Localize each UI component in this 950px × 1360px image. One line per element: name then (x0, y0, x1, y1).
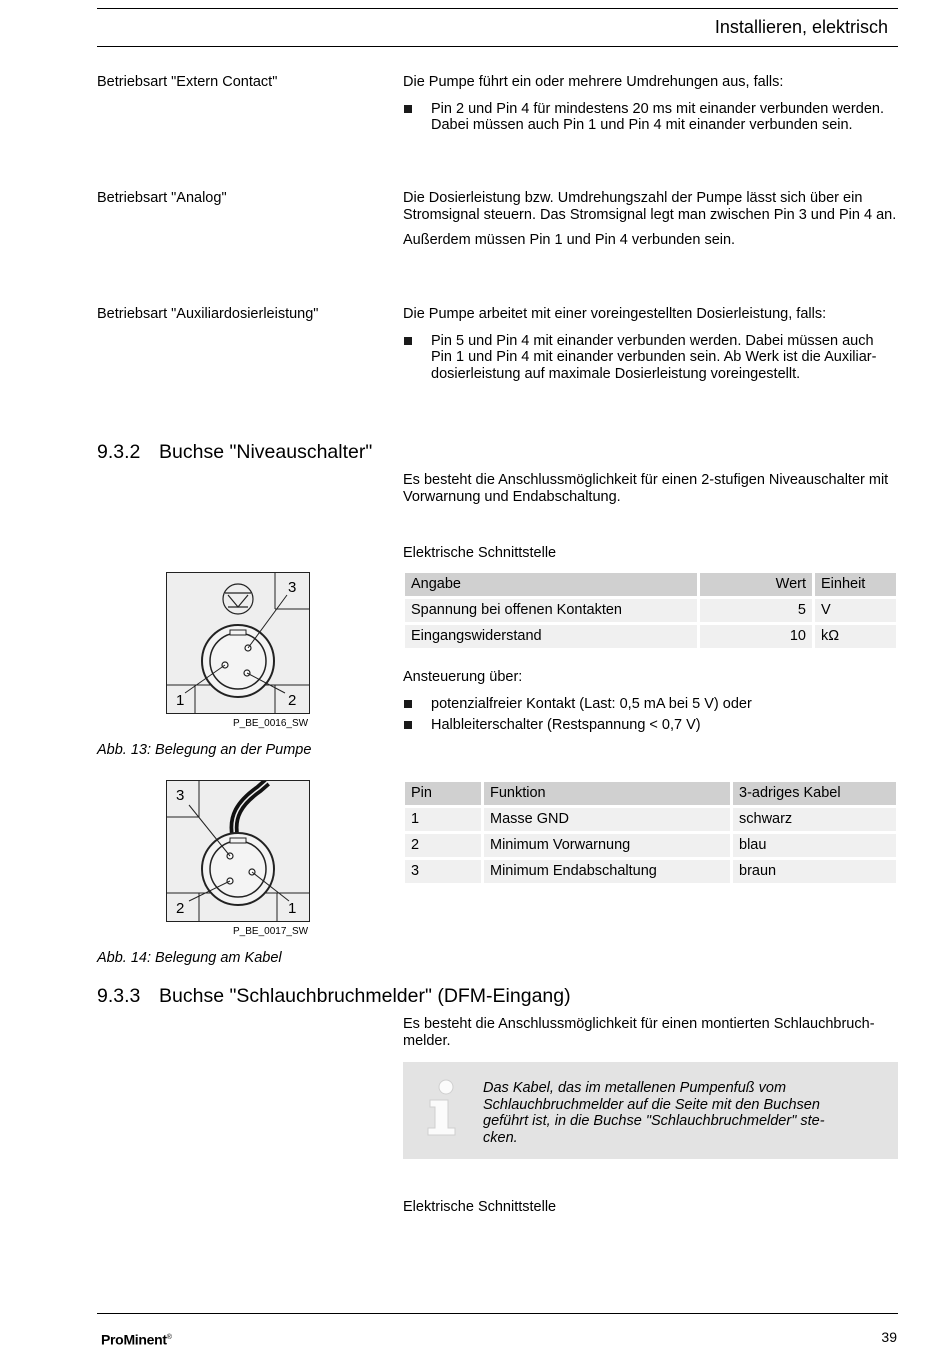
table-cell: Eingangswiderstand (405, 625, 697, 648)
table-header-row (405, 782, 896, 805)
page-header-title: Installieren, elektrisch (714, 17, 888, 37)
analog-body (403, 190, 898, 249)
figure-cable-plug (166, 780, 310, 922)
page-number: 39 (881, 1329, 897, 1345)
header-rule-top (97, 8, 898, 9)
pin-table (402, 779, 899, 886)
info-text: Das Kabel, das im metallenen Pumpenfuß vom Schlauchbruchmelder auf die Seite mit den Buchsen geführt ist, in die Buchse "Schlauchbruchmelder" stecken. (483, 1080, 825, 1146)
section-932-intro: Es besteht die Anschlussmöglichkeit für einen 2-stufigen Niveauschalter mit Vorwarnung und Endabschaltung. (403, 472, 889, 505)
extern-contact-body (403, 74, 898, 134)
section-heading-932 (97, 440, 372, 464)
pin-label-top: 3 (176, 787, 185, 804)
section-heading-933 (97, 984, 571, 1008)
control-bullets (403, 696, 898, 733)
control-bullet (403, 717, 898, 734)
table-cell: braun (733, 860, 896, 883)
extern-contact-intro: Die Pumpe führt ein oder mehrere Umdrehungen aus, falls: (403, 74, 784, 90)
table-header-cell: Funktion (484, 782, 730, 805)
registered-mark: ® (166, 1334, 172, 1341)
auxiliar-bullet (403, 333, 898, 383)
section-title: Buchse "Niveauschalter" (159, 441, 373, 463)
figure-13-caption: Abb. 13: Belegung an der Pumpe (97, 742, 312, 758)
bullet-square-icon (404, 337, 412, 345)
table-header-cell: Einheit (815, 573, 896, 596)
auxiliar-intro: Die Pumpe arbeitet mit einer voreingestellten Dosierleistung, falls: (403, 306, 827, 322)
figure-13-id: P_BE_0016_SW (233, 718, 309, 729)
level-switch-symbol-icon (223, 584, 253, 614)
table-cell: 2 (405, 834, 481, 857)
table-cell: Minimum Endabschaltung (484, 860, 730, 883)
table-row (405, 834, 896, 857)
control-bullet-text: potenzialfreier Kontakt (Last: 0,5 mA bei 5 V) oder (431, 696, 752, 712)
section-title: Buchse "Schlauchbruchmelder" (DFM-Eingang) (159, 985, 571, 1007)
interface-label-933: Elektrische Schnittstelle (403, 1199, 557, 1215)
auxiliar-body (403, 306, 898, 382)
table-header-cell: Wert (700, 573, 812, 596)
table-header-row (405, 573, 896, 596)
table-cell: kΩ (815, 625, 896, 648)
section-933-intro: Es besteht die Anschlussmöglichkeit für einen montierten Schlauchbruchmelder. (403, 1016, 875, 1049)
footer-rule (97, 1313, 898, 1314)
figure-pump-socket (166, 572, 310, 714)
table-row (405, 808, 896, 831)
bullet-square-icon (404, 105, 412, 113)
table-cell: 5 (700, 599, 812, 622)
bullet-square-icon (404, 700, 412, 708)
figure-14-id: P_BE_0017_SW (233, 926, 309, 937)
table-row (405, 625, 896, 648)
table-header-cell: Pin (405, 782, 481, 805)
table-cell: blau (733, 834, 896, 857)
analog-p1: Die Dosierleistung bzw. Umdrehungszahl der Pumpe lässt sich über ein Stromsignal steuern. Das Stromsignal legt man zwischen Pin 3 und Pin 4 an. (403, 190, 897, 223)
brand-logo (101, 1330, 172, 1348)
control-label: Ansteuerung über: (403, 669, 523, 685)
pin-label-left: 2 (176, 900, 185, 917)
table-cell: V (815, 599, 896, 622)
table-cell: 1 (405, 808, 481, 831)
table-cell: Spannung bei offenen Kontakten (405, 599, 697, 622)
analog-p2: Außerdem müssen Pin 1 und Pin 4 verbunden sein. (403, 232, 736, 248)
info-icon (424, 1078, 460, 1138)
section-number: 9.3.3 (97, 985, 141, 1007)
bullet-square-icon (404, 721, 412, 729)
table-row (405, 599, 896, 622)
table-cell: schwarz (733, 808, 896, 831)
auxiliar-label: Betriebsart "Auxiliardosierleistung" (97, 306, 319, 322)
auxiliar-bullet-text: Pin 5 und Pin 4 mit einander verbunden werden. Dabei müssen auch Pin 1 und Pin 4 mit einander verbunden sein. Ab Werk ist die Auxiliardosierleistung auf maximale Dosierleistung voreingestellt. (431, 332, 877, 382)
pin-label-right: 2 (288, 692, 297, 709)
table-cell: Minimum Vorwarnung (484, 834, 730, 857)
interface-label-932: Elektrische Schnittstelle (403, 545, 557, 561)
pin-label-right: 1 (288, 900, 297, 917)
table-header-cell: Angabe (405, 573, 697, 596)
table-row (405, 860, 896, 883)
pin-label-top: 3 (288, 579, 297, 596)
table-cell: 3 (405, 860, 481, 883)
interface-table (402, 570, 899, 651)
figure-14-caption: Abb. 14: Belegung am Kabel (97, 950, 282, 966)
table-header-cell: 3-adriges Kabel (733, 782, 896, 805)
section-number: 9.3.2 (97, 441, 141, 463)
header-rule-bottom (97, 46, 898, 47)
control-bullet (403, 696, 898, 713)
extern-contact-label: Betriebsart "Extern Contact" (97, 74, 278, 90)
analog-label: Betriebsart "Analog" (97, 190, 227, 206)
table-cell: Masse GND (484, 808, 730, 831)
brand-logo-text: ProMinent (101, 1331, 167, 1348)
extern-contact-bullet (403, 101, 898, 134)
table-cell: 10 (700, 625, 812, 648)
control-bullet-text: Halbleiterschalter (Restspannung < 0,7 V) (431, 716, 701, 733)
extern-contact-bullet-text: Pin 2 und Pin 4 für mindestens 20 ms mit einander verbunden werden. Dabei müssen auch Pin 1 und Pin 4 mit einander verbunden sein. (431, 100, 884, 133)
pin-label-left: 1 (176, 692, 185, 709)
